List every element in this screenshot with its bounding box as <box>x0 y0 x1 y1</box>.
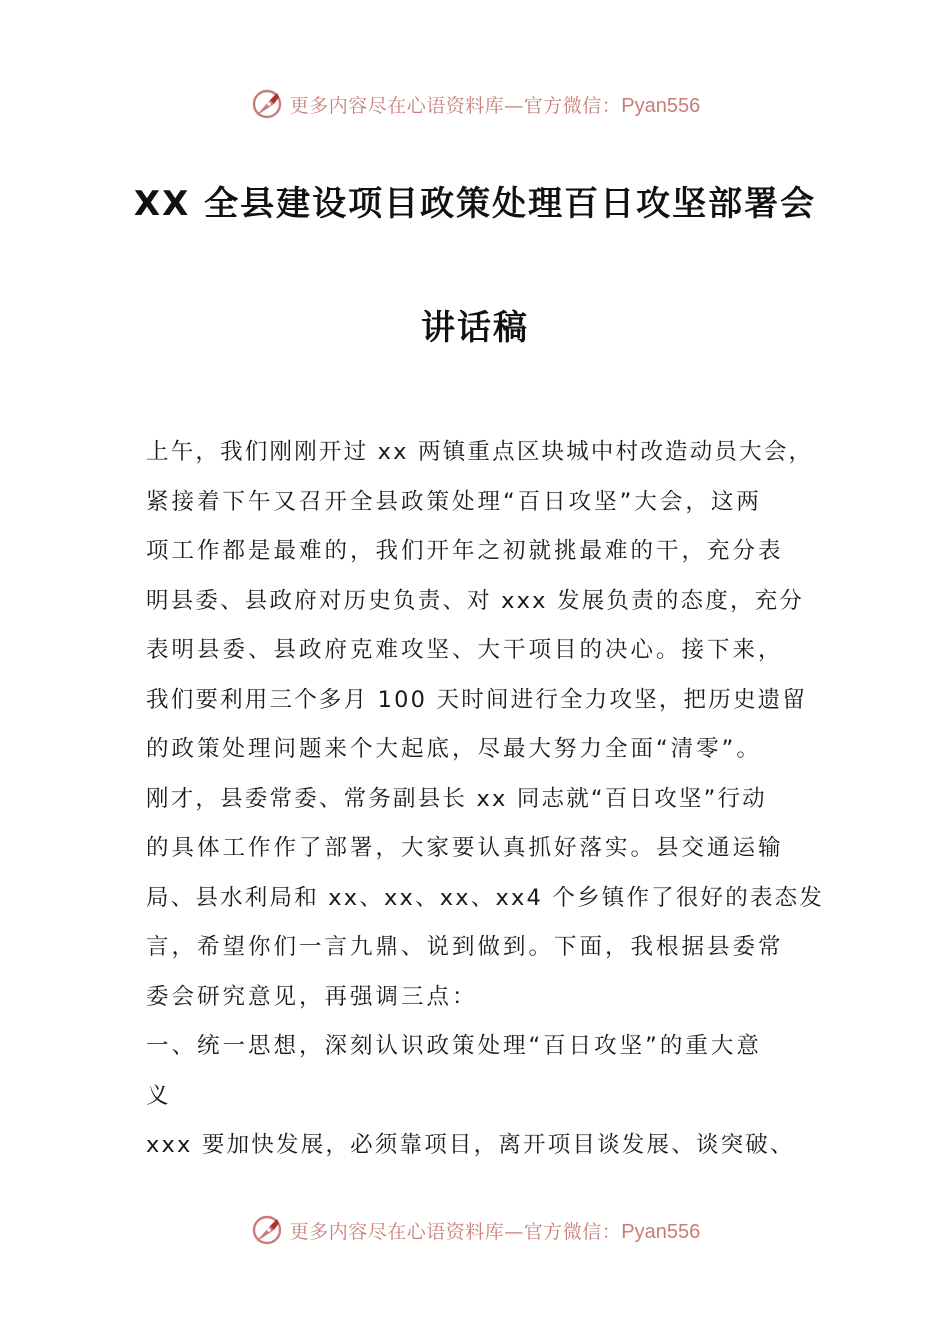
section-heading: 一、统一思想，深刻认识政策处理“百日攻坚”的重大意 <box>146 1033 762 1059</box>
body-line: 局、县水利局和 xx、xx、xx、xx4 个乡镇作了很好的表态发 <box>146 884 825 911</box>
document-body <box>146 428 836 1171</box>
body-line: 表明县委、县政府克难攻坚、大干项目的决心。接下来， <box>146 637 784 663</box>
footer-watermark <box>0 1210 950 1250</box>
body-line: 我们要利用三个多月 100 天时间进行全力攻坚，把历史遗留 <box>146 686 808 713</box>
body-line: 的具体工作作了部署，大家要认真抓好落实。县交通运输 <box>146 835 784 861</box>
body-line: xxx 要加快发展，必须靠项目，离开项目谈发展、谈突破、 <box>146 1132 795 1158</box>
body-line: 刚才，县委常委、常务副县长 xx 同志就“百日攻坚”行动 <box>146 785 767 812</box>
document-title-line-2: 讲话稿 <box>421 308 529 348</box>
body-line: 委会研究意见，再强调三点： <box>146 983 478 1010</box>
body-line: 项工作都是最难的，我们开年之初就挑最难的干，充分表 <box>146 538 784 564</box>
body-line: 上午，我们刚刚开过 xx 两镇重点区块城中村改造动员大会， <box>146 439 814 465</box>
watermark-text: 更多内容尽在心语资料库—官方微信：Pyan556 <box>289 94 701 117</box>
watermark-handle: Pyan556 <box>621 94 701 117</box>
section-heading-continued: 义 <box>146 1082 172 1109</box>
body-line: 紧接着下午又召开全县政策处理“百日攻坚”大会，这两 <box>146 488 762 515</box>
body-line: 的政策处理问题来个大起底，尽最大努力全面“清零”。 <box>146 736 762 762</box>
watermark-handle: Pyan556 <box>621 1220 701 1243</box>
pen-nib-logo-icon <box>250 1213 284 1247</box>
header-watermark <box>0 84 950 124</box>
document-title-line-1: XX 全县建设项目政策处理百日攻坚部署会 <box>133 184 817 224</box>
pen-nib-logo-icon <box>250 87 284 121</box>
watermark-text: 更多内容尽在心语资料库—官方微信：Pyan556 <box>289 1220 701 1243</box>
body-line: 明县委、县政府对历史负责、对 xxx 发展负责的态度，充分 <box>146 587 805 614</box>
body-line: 言，希望你们一言九鼎、说到做到。下面，我根据县委常 <box>146 934 784 960</box>
